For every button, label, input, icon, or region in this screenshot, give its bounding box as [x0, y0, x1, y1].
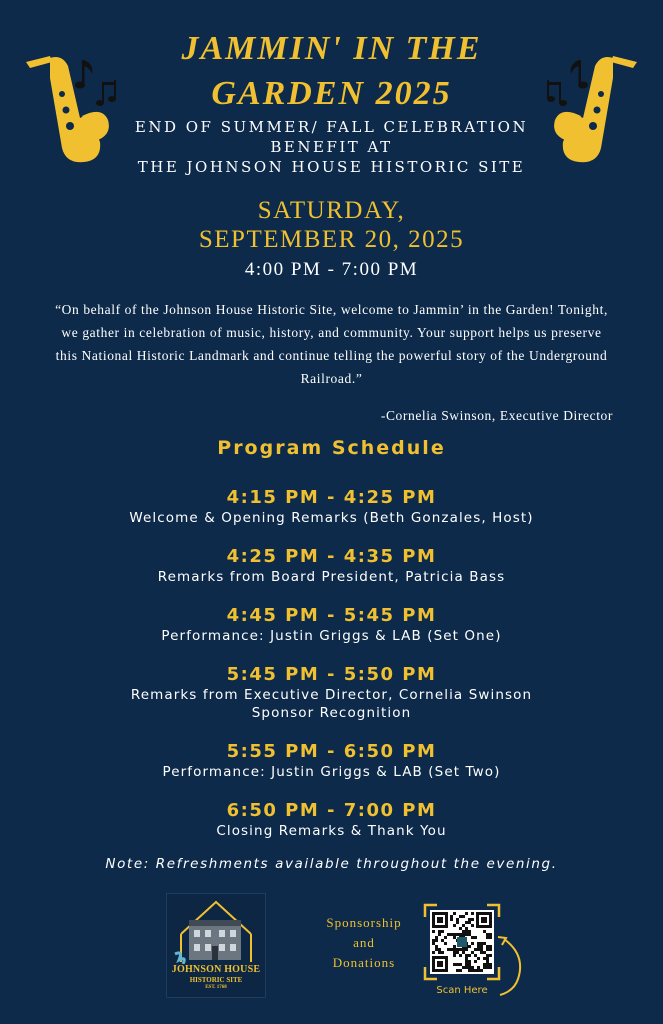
- schedule-item: [0, 487, 663, 527]
- welcome-quote: “On behalf of the Johnson House Historic Site, welcome to Jammin’ in the Garden! Tonight, we gather in celebration of music, history, and community. Your support helps us preserve this National Historic Landmark and continue telling the powerful story of the Underground Railroad.”: [55, 302, 608, 386]
- subtitle-line3: THE JOHNSON HOUSE HISTORIC SITE: [137, 158, 526, 176]
- schedule-desc: Welcome & Opening Remarks (Beth Gonzales, Host): [129, 510, 534, 526]
- house-icon: [167, 894, 265, 964]
- schedule-desc-secondary: Sponsor Recognition: [251, 705, 412, 721]
- sponsorship-label: [312, 913, 416, 973]
- program-schedule-title: Program Schedule: [217, 437, 446, 459]
- event-date-day: SATURDAY,: [257, 197, 406, 224]
- logo-established: EST. 1768: [205, 985, 227, 990]
- schedule-item: [0, 741, 663, 781]
- sponsorship-label-line3: Donations: [332, 955, 396, 970]
- schedule-time: 4:45 PM - 5:45 PM: [226, 605, 437, 626]
- schedule-desc: Closing Remarks & Thank You: [216, 823, 447, 839]
- refreshments-note: Note: Refreshments available throughout the evening.: [105, 856, 558, 872]
- event-title-line2: GARDEN 2025: [211, 75, 452, 112]
- event-date: SEPTEMBER 20, 2025: [198, 226, 465, 253]
- schedule-time: 5:45 PM - 5:50 PM: [226, 664, 437, 685]
- schedule-item: [0, 605, 663, 645]
- subtitle-line2: BENEFIT AT: [270, 138, 393, 156]
- schedule-desc: Performance: Justin Griggs & LAB (Set One): [161, 628, 502, 644]
- schedule-desc: Remarks from Board President, Patricia Bass: [157, 569, 506, 585]
- donation-qr-code[interactable]: [423, 903, 501, 981]
- sponsorship-label-line1: Sponsorship: [326, 915, 402, 930]
- schedule-item: [0, 546, 663, 586]
- schedule-time: 5:55 PM - 6:50 PM: [226, 741, 437, 762]
- event-title-line1: JAMMIN' IN THE: [181, 30, 482, 67]
- johnson-house-logo: [166, 893, 266, 998]
- quote-attribution: -Cornelia Swinson, Executive Director: [380, 408, 613, 423]
- schedule-time: 4:25 PM - 4:35 PM: [226, 546, 437, 567]
- scan-here-label: Scan Here: [436, 985, 488, 996]
- schedule-item: [0, 664, 663, 722]
- subtitle-line1: END OF SUMMER/ FALL CELEBRATION: [134, 118, 529, 136]
- schedule-desc: Remarks from Executive Director, Cornelia Swinson: [130, 687, 533, 703]
- schedule-time: 6:50 PM - 7:00 PM: [226, 800, 437, 821]
- sponsorship-label-line2: and: [353, 935, 375, 950]
- schedule-desc: Performance: Justin Griggs & LAB (Set Two): [162, 764, 501, 780]
- logo-name: JOHNSON HOUSE: [171, 964, 261, 975]
- logo-subtitle: HISTORIC SITE: [189, 976, 243, 984]
- event-time: 4:00 PM - 7:00 PM: [244, 259, 419, 280]
- schedule-item: [0, 800, 663, 840]
- schedule-time: 4:15 PM - 4:25 PM: [226, 487, 437, 508]
